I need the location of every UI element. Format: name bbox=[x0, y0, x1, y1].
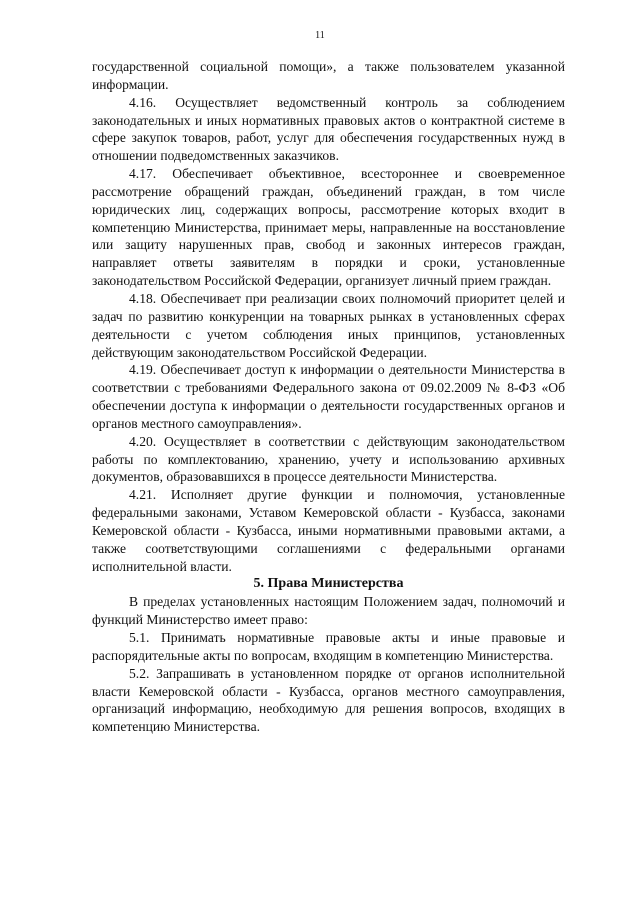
page-number: 11 bbox=[315, 30, 325, 41]
paragraph-5-2: 5.2. Запрашивать в установленном порядке от органов исполнительной власти Кемеровской области - Кузбасса, органов местного самоуправления, организаций информацию, необходимую для решения вопросов, входящих в компетенцию Министерства. bbox=[92, 665, 565, 735]
paragraph-4-16: 4.16. Осуществляет ведомственный контроль за соблюдением законодательных и иных нормативных правовых актов о контрактной системе в сфере закупок товаров, работ, услуг для обеспечения государственных нужд в отношении подведомственных заказчиков. bbox=[92, 94, 565, 164]
paragraph-4-17: 4.17. Обеспечивает объективное, всестороннее и своевременное рассмотрение обращений граждан, объединений граждан, в том числе юридических лиц, содержащих вопросы, рассмотрение которых входит в компетенцию Министерства, принимает меры, направленные на восстановление или защиту нарушенных прав, свобод и законных интересов граждан, направляет ответы заявителям в порядки и сроки, установленные законодательством Российской Федерации, организует личный прием граждан. bbox=[92, 166, 565, 289]
paragraph-4-20: 4.20. Осуществляет в соответствии с действующим законодательством работы по комплектованию, хранению, учету и использованию архивных документов, образовавшихся в процессе деятельности Министерства. bbox=[92, 433, 565, 485]
paragraph-4-19: 4.19. Обеспечивает доступ к информации о деятельности Министерства в соответствии с требованиями Федерального закона от 09.02.2009 № 8-ФЗ «Об обеспечении доступа к информации о деятельности государственных органов и органов местного самоуправления». bbox=[92, 362, 565, 431]
paragraph-4-18: 4.18. Обеспечивает при реализации своих полномочий приоритет целей и задач по развитию конкуренции на товарных рынках в установленных сферах деятельности с учетом соблюдения иных принципов, установленных действующим законодательством Российской Федерации. bbox=[92, 290, 565, 360]
section-heading: 5. Права Министерства bbox=[253, 576, 404, 592]
paragraph-intro: В пределах установленных настоящим Положением задач, полномочий и функций Министерство имеет право: bbox=[92, 594, 565, 628]
paragraph-continuation: государственной социальной помощи», а также пользователем указанной информации. bbox=[92, 59, 565, 92]
paragraph-5-1: 5.1. Принимать нормативные правовые акты и иные правовые и распорядительные акты по вопросам, входящим в компетенцию Министерства. bbox=[92, 630, 565, 663]
paragraph-4-21: 4.21. Исполняет другие функции и полномочия, установленные федеральными законами, Уставом Кемеровской области - Кузбасса, законами Кемеровской области - Кузбасса, иными нормативными правовыми актами, а также соответствующими соглашениями с федеральными органами исполнительной власти. bbox=[92, 487, 565, 574]
document-body bbox=[92, 58, 565, 736]
